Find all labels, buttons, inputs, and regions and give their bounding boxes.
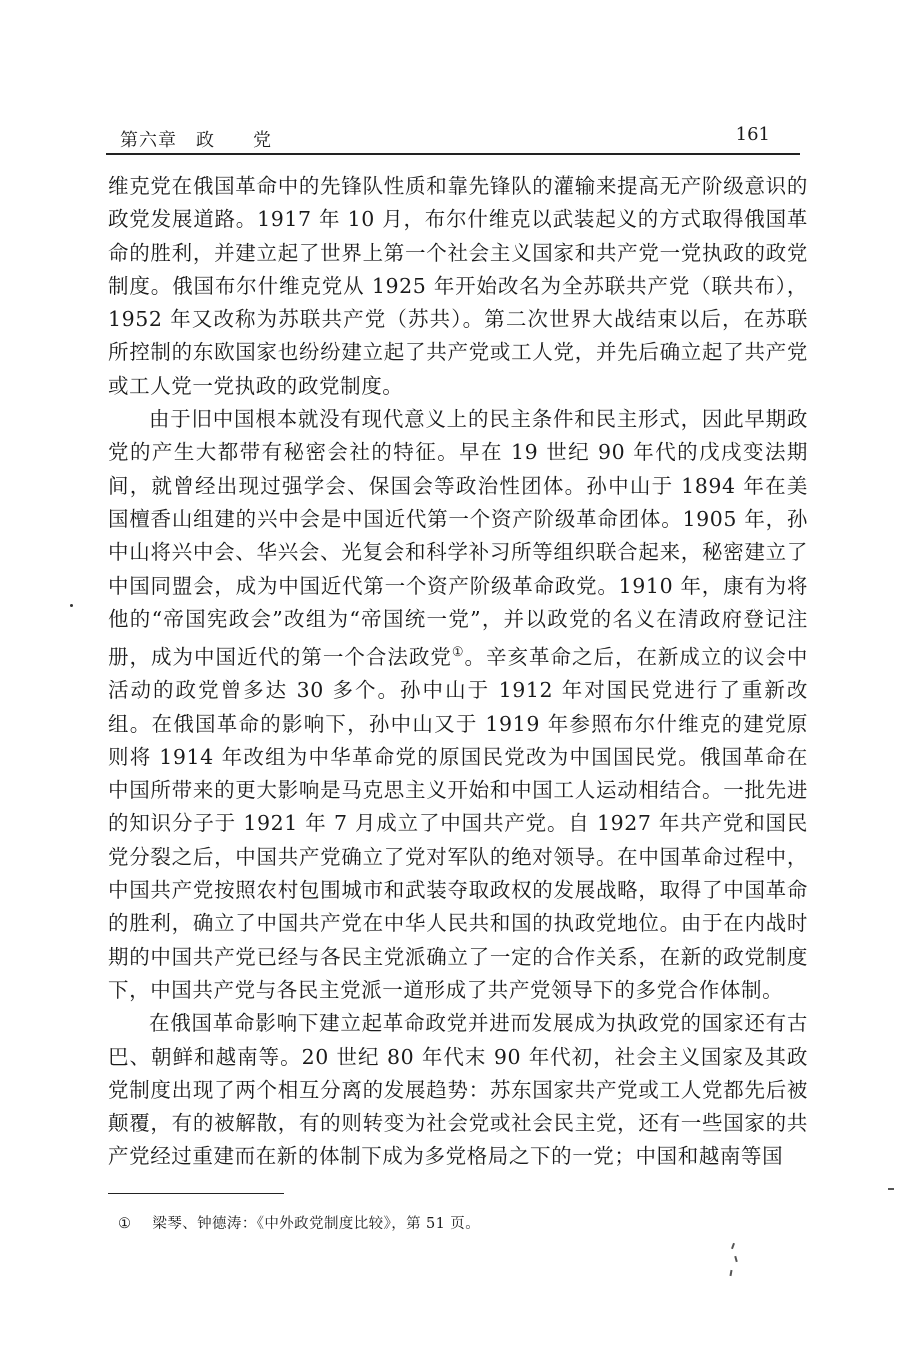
paragraph-2-text-after-note: 。辛亥革命之后，在新成立的议会中活动的政党曾多达 30 多个。孙中山于 1912 年对国民党进行了重新改组。在俄国革命的影响下，孙中山又于 1919 年参照布尔什维克的建党原则将 1914 年改组为中华革命党的原国民党改为中国国民党。俄国革命在中国所带来的更大影响是马克思主义开始和中国工人运动相结合。一批先进的知识分子于 1921 年 7 月成立了中国共产党。自 1927 年共产党和国民党分裂之后，中国共产党确立了党对军队的绝对领导。在中国革命过程中，中国共产党按照农村包围城市和武装夺取政权的发展战略，取得了中国革命的胜利，确立了中国共产党在中华人民共和国的执政党地位。由于在内战时期的中国共产党已经与各民主党派确立了一定的合作关系，在新的政党制度下，中国共产党与各民主党派一道形成了共产党领导下的多党合作体制。 xyxy=(108,644,808,1002)
footnote-reference: ① xyxy=(451,645,465,661)
margin-speck xyxy=(70,604,73,607)
scan-speck xyxy=(734,1256,737,1262)
scan-speck xyxy=(731,1243,735,1249)
scan-speck xyxy=(729,1270,732,1276)
paragraph-2-text-before-note: 由于旧中国根本就没有现代意义上的民主条件和民主形式，因此早期政党的产生大都带有秘密会社的特征。早在 19 世纪 90 年代的戊戌变法期间，就曾经出现过强学会、保国会等政治性团体。孙中山于 1894 年在美国檀香山组建的兴中会是中国近代第一个资产阶级革命团体。1905 年，孙中山将兴中会、华兴会、光复会和科学补习所等组织联合起来，秘密建立了中国同盟会，成为中国近代第一个资产阶级革命政党。1910 年，康有为将他的“帝国宪政会”改组为“帝国统一党”，并以政党的名义在清政府登记注册，成为中国近代的第一个合法政党 xyxy=(108,407,808,669)
running-head xyxy=(108,122,800,152)
footnote-rule xyxy=(108,1193,284,1194)
page-number: 161 xyxy=(735,124,770,145)
scan-speck xyxy=(888,1188,894,1190)
footnote-marker: ① xyxy=(118,1216,132,1232)
footnote xyxy=(118,1212,480,1233)
header-rule xyxy=(106,153,800,155)
paragraph-3: 在俄国革命影响下建立起革命政党并进而发展成为执政党的国家还有古巴、朝鲜和越南等。20 世纪 80 年代末 90 年代初，社会主义国家及其政党制度出现了两个相互分离的发展趋势：苏东国家共产党或工人党都先后被颠覆，有的被解散，有的则转变为社会党或社会民主党，还有一些国家的共产党经过重建而在新的体制下成为多党格局之下的一党；中国和越南等国 xyxy=(108,1011,808,1169)
body-text xyxy=(108,170,808,1174)
paragraph-1: 维克党在俄国革命中的先锋队性质和靠先锋队的灌输来提高无产阶级意识的政党发展道路。1917 年 10 月，布尔什维克以武装起义的方式取得俄国革命的胜利，并建立起了世界上第一个社会主义国家和共产党一党执政的政党制度。俄国布尔什维克党从 1925 年开始改名为全苏联共产党（联共布），1952 年又改称为苏联共产党（苏共）。第二次世界大战结束以后，在苏联所控制的东欧国家也纷纷建立起了共产党或工人党，并先后确立起了共产党或工人党一党执政的政党制度。 xyxy=(108,174,808,398)
chapter-title: 第六章 政 党 xyxy=(120,130,272,151)
footnote-text: 梁琴、钟德涛：《中外政党制度比较》，第 51 页。 xyxy=(152,1216,481,1232)
paragraph-2 xyxy=(108,403,808,1007)
